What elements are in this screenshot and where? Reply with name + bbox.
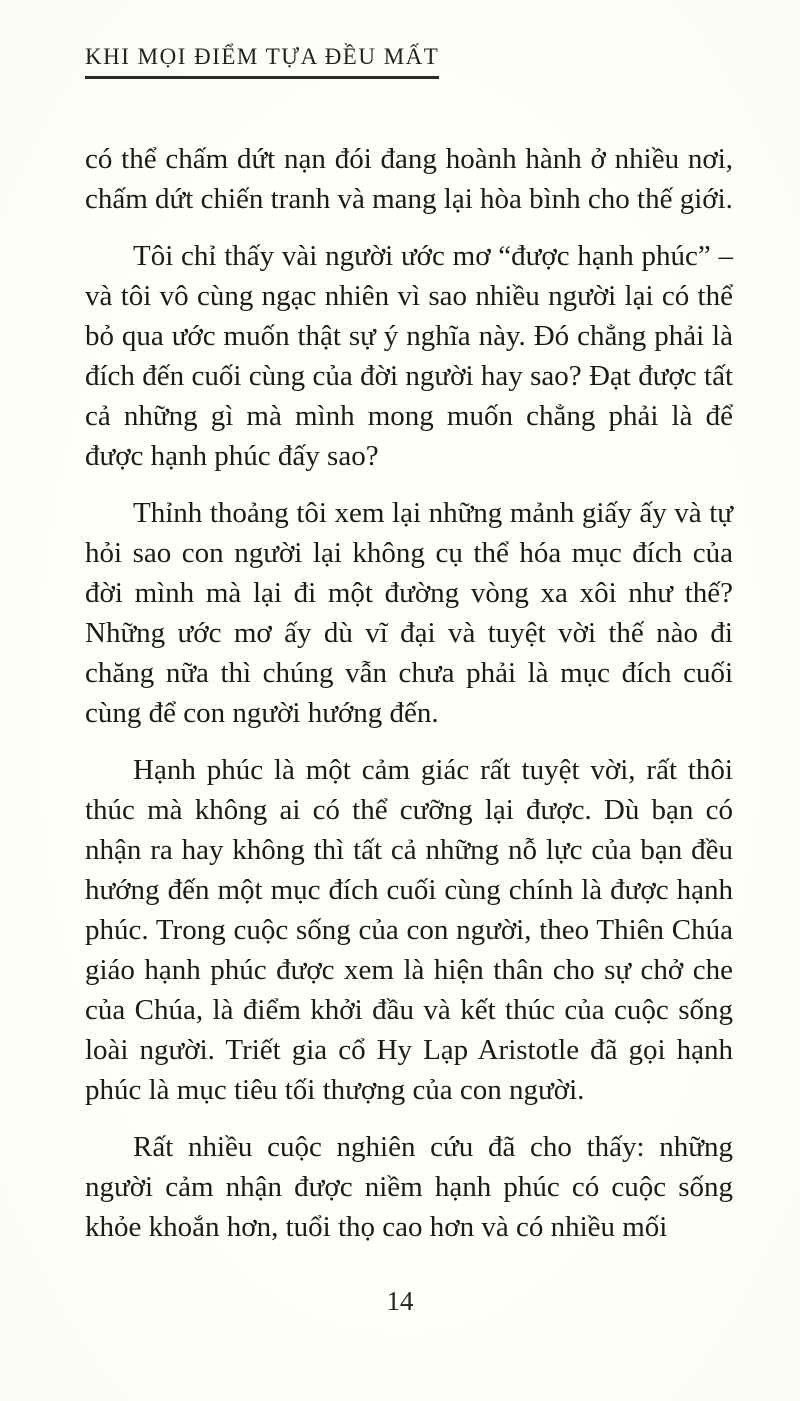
paragraph: Hạnh phúc là một cảm giác rất tuyệt vời, rất thôi thúc mà không ai có thể cưỡng lại được. Dù bạn có nhận ra hay không thì tất cả những nỗ lực của bạn đều hướng đến một mục đích cuối cùng chính là được hạnh phúc. Trong cuộc sống của con người, theo Thiên Chúa giáo hạnh phúc được xem là hiện thân cho sự chở che của Chúa, là điểm khởi đầu và kết thúc của cuộc sống loài người. Triết gia cổ Hy Lạp Aristotle đã gọi hạnh phúc là mục tiêu tối thượng của con người. bbox=[85, 754, 733, 1107]
paragraph: Tôi chỉ thấy vài người ước mơ “được hạnh phúc” – và tôi vô cùng ngạc nhiên vì sao nhiều người lại có thể bỏ qua ước muốn thật sự ý nghĩa này. Đó chẳng phải là đích đến cuối cùng của đời người hay sao? Đạt được tất cả những gì mà mình mong muốn chẳng phải là để được hạnh phúc đấy sao? bbox=[85, 240, 733, 473]
paragraph: Thỉnh thoảng tôi xem lại những mảnh giấy ấy và tự hỏi sao con người lại không cụ thể hóa mục đích của đời mình mà lại đi một đường vòng xa xôi như thế? Những ước mơ ấy dù vĩ đại và tuyệt vời thế nào đi chăng nữa thì chúng vẫn chưa phải là mục đích cuối cùng để con người hướng đến. bbox=[85, 497, 733, 730]
paragraph: Rất nhiều cuộc nghiên cứu đã cho thấy: những người cảm nhận được niềm hạnh phúc có cuộc sống khỏe khoắn hơn, tuổi thọ cao hơn và có nhiều mối bbox=[85, 1131, 733, 1244]
page-number: 14 bbox=[386, 1286, 414, 1316]
running-head-title: KHI MỌI ĐIỂM TỰA ĐỀU MẤT bbox=[85, 44, 439, 79]
paragraph: có thể chấm dứt nạn đói đang hoành hành ở nhiều nơi, chấm dứt chiến tranh và mang lại hòa bình cho thế giới. bbox=[85, 143, 733, 216]
page-body bbox=[85, 139, 733, 1247]
